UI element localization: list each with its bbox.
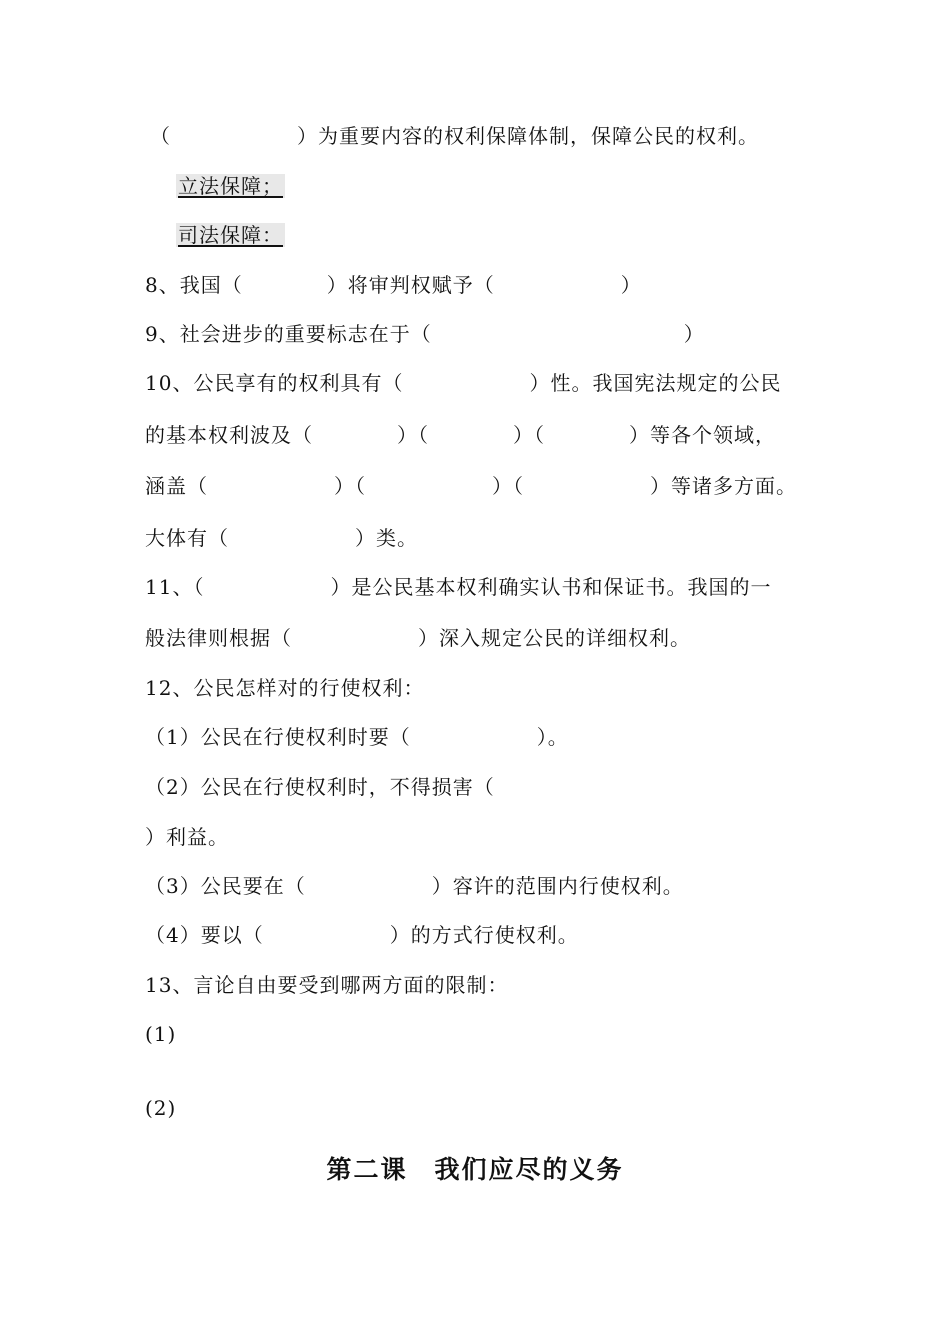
question-13-item-1: (1): [145, 1022, 177, 1046]
question-13: 13、言论自由要受到哪两方面的限制：: [145, 973, 509, 997]
question-12-item-2-line-1: （2）公民在行使权利时，不得损害（: [145, 775, 495, 799]
highlight-judicial: 司法保障：: [178, 223, 283, 247]
question-10-line-4: 大体有（ ）类。: [145, 526, 418, 550]
question-10-line-2: 的基本权利波及（ ）（ ）（ ）等各个领域，: [145, 423, 776, 447]
question-11-line-2: 般法律则根据（ ）深入规定公民的详细权利。: [145, 626, 691, 650]
text-line-legislative: [176, 171, 285, 201]
question-12: 12、公民怎样对的行使权利：: [145, 676, 425, 700]
question-12-item-1: （1）公民在行使权利时要（ ）。: [145, 725, 569, 749]
question-8: 8、我国（ ）将审判权赋予（ ）: [145, 273, 642, 297]
highlight-legislative: 立法保障；: [178, 174, 283, 198]
question-13-item-2: (2): [145, 1096, 177, 1120]
question-12-item-2-line-2: ）利益。: [145, 825, 229, 849]
question-9: 9、社会进步的重要标志在于（ ）: [145, 322, 705, 346]
question-11-line-1: 11、（ ）是公民基本权利确实认书和保证书。我国的一: [145, 575, 772, 599]
question-12-item-3: （3）公民要在（ ）容许的范围内行使权利。: [145, 874, 684, 898]
text-line-judicial: [176, 220, 285, 250]
lesson-heading: 第二课 我们应尽的义务: [326, 1155, 624, 1184]
question-10-line-1: 10、公民享有的权利具有（ ）性。我国宪法规定的公民: [145, 371, 782, 395]
question-12-item-4: （4）要以（ ）的方式行使权利。: [145, 923, 579, 947]
text-line-rights-system: （ ）为重要内容的权利保障体制，保障公民的权利。: [150, 124, 759, 148]
question-10-line-3: 涵盖（ ）（ ）（ ）等诸多方面。: [145, 474, 797, 498]
